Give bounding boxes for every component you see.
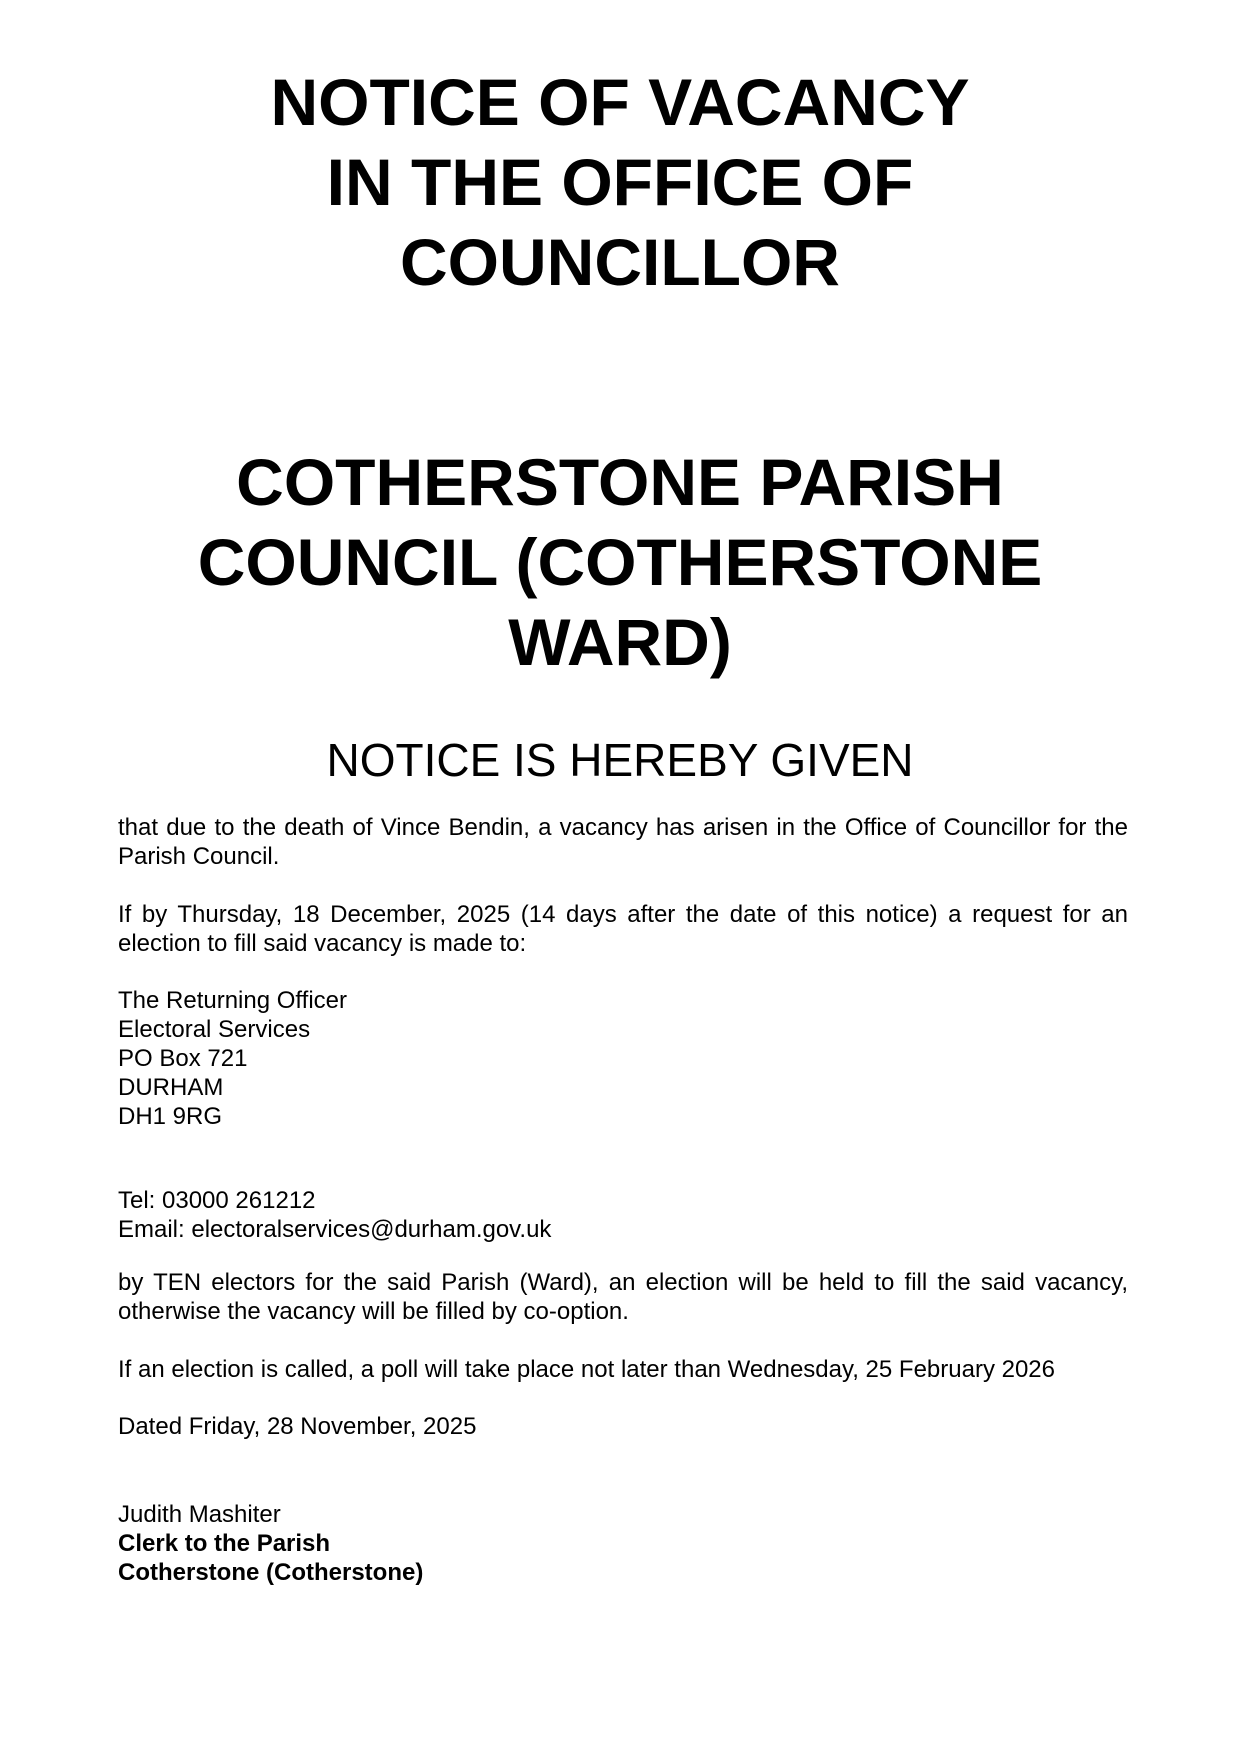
notice-given-heading: NOTICE IS HEREBY GIVEN bbox=[326, 734, 914, 786]
council-title-line-2: COUNCIL (COTHERSTONE bbox=[197, 525, 1043, 599]
signatory-parish: Cotherstone (Cotherstone) bbox=[118, 1559, 424, 1586]
notice-title-line-3: COUNCILLOR bbox=[400, 225, 840, 299]
signature-block bbox=[118, 1500, 1128, 1587]
council-title-line-1: COTHERSTONE PARISH bbox=[236, 445, 1004, 519]
contact-email: Email: electoralservices@durham.gov.uk bbox=[118, 1216, 552, 1243]
request-paragraph: If by Thursday, 18 December, 2025 (14 days after the date of this notice) a request for an election to fill said vacancy is made to: bbox=[118, 901, 1128, 957]
address-line-3: PO Box 721 bbox=[118, 1045, 248, 1072]
address-line-5: DH1 9RG bbox=[118, 1103, 223, 1130]
contact-details bbox=[118, 1186, 1128, 1244]
signatory-name: Judith Mashiter bbox=[118, 1501, 281, 1528]
council-title-line-3: WARD) bbox=[508, 605, 732, 679]
dated-line: Dated Friday, 28 November, 2025 bbox=[118, 1413, 477, 1440]
returning-officer-address bbox=[118, 986, 1128, 1131]
address-line-2: Electoral Services bbox=[118, 1016, 311, 1043]
poll-paragraph: If an election is called, a poll will take place not later than Wednesday, 25 February 2026 bbox=[118, 1356, 1055, 1383]
vacancy-paragraph: that due to the death of Vince Bendin, a vacancy has arisen in the Office of Councillor for the Parish Council. bbox=[118, 814, 1128, 870]
notice-title bbox=[0, 62, 1240, 302]
electors-paragraph: by TEN electors for the said Parish (Ward), an election will be held to fill the said vacancy, otherwise the vacancy will be filled by co-option. bbox=[118, 1269, 1128, 1325]
signatory-role: Clerk to the Parish bbox=[118, 1530, 331, 1557]
notice-title-line-2: IN THE OFFICE OF bbox=[326, 145, 914, 219]
notice-title-line-1: NOTICE OF VACANCY bbox=[270, 65, 970, 139]
council-title bbox=[0, 442, 1240, 682]
address-line-1: The Returning Officer bbox=[118, 987, 347, 1014]
address-line-4: DURHAM bbox=[118, 1074, 224, 1101]
contact-telephone: Tel: 03000 261212 bbox=[118, 1187, 316, 1214]
